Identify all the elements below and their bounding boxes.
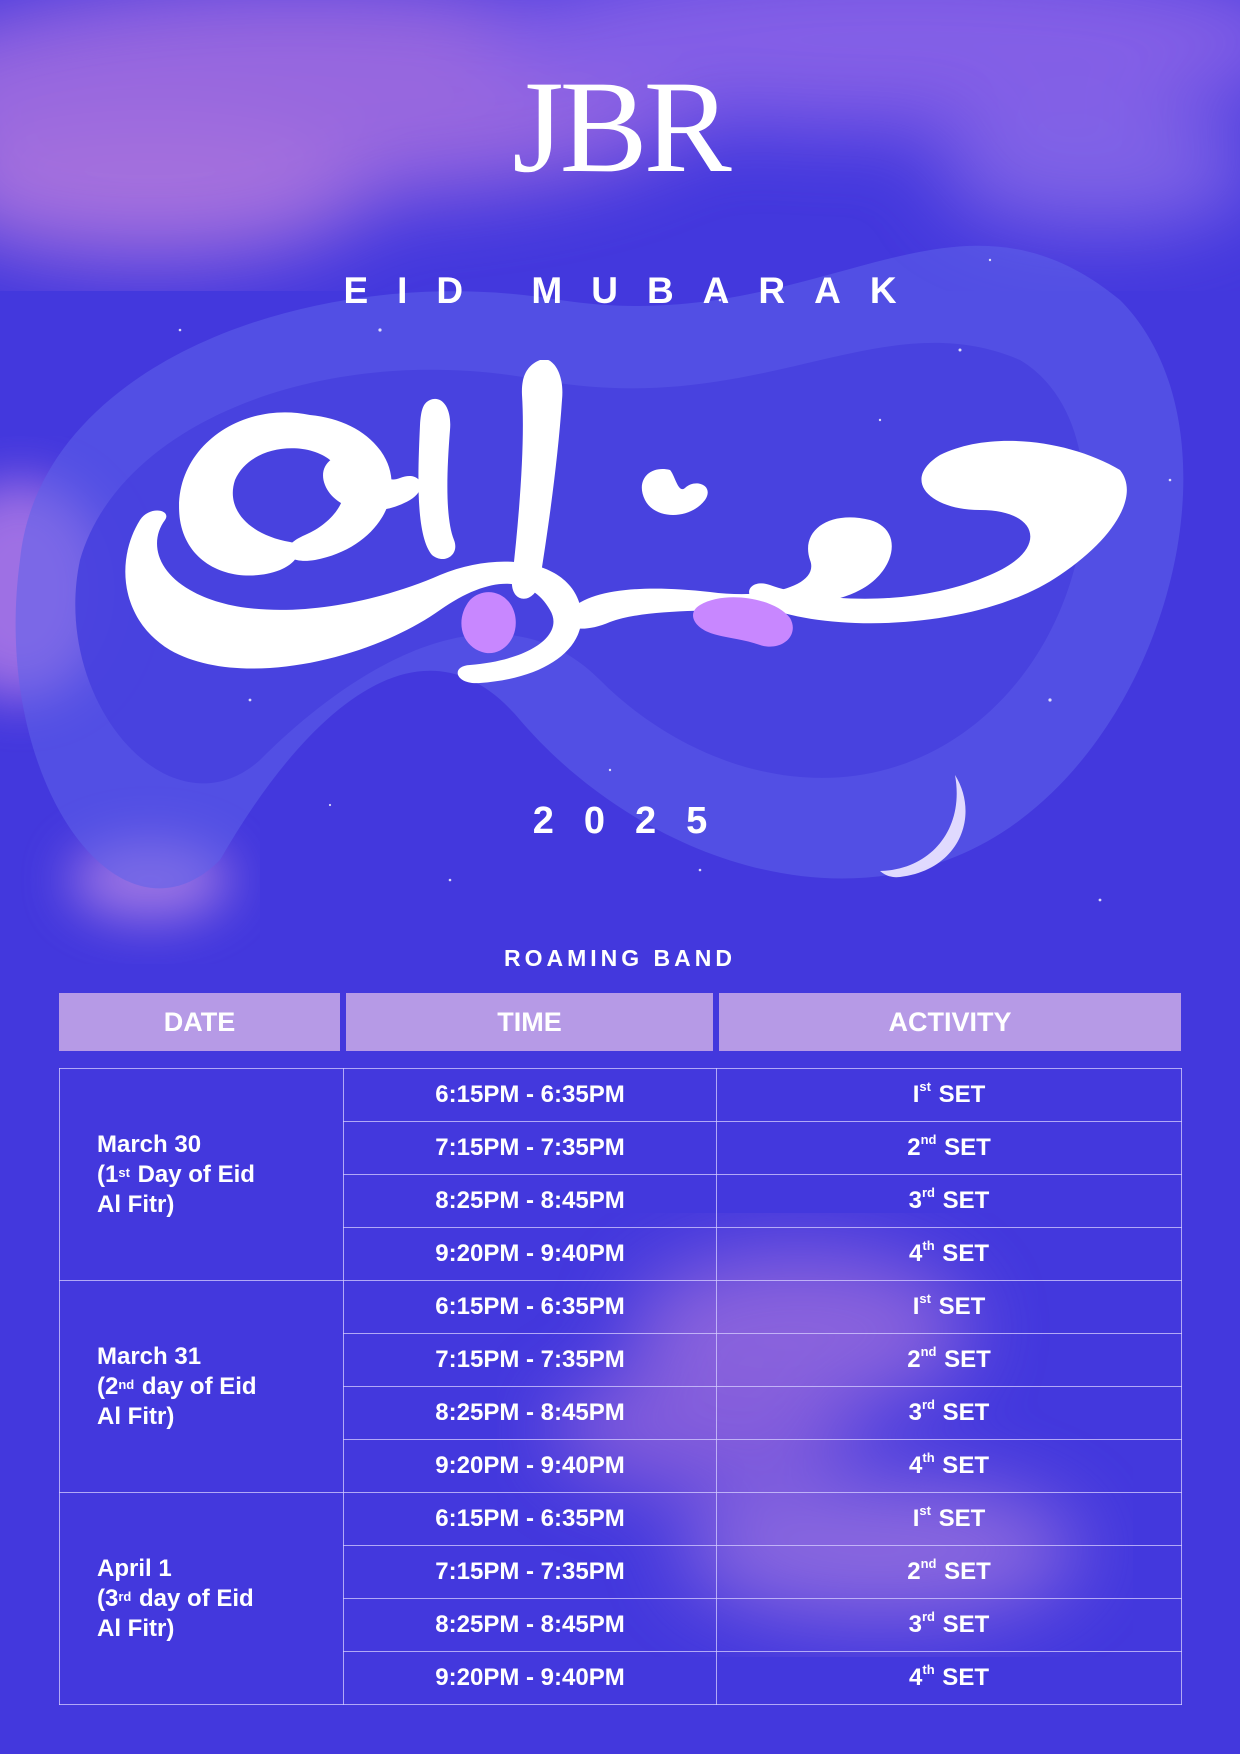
activity-cell: 3rd SET (717, 1599, 1182, 1652)
date-cell (60, 1493, 344, 1705)
time-cell: 8:25PM - 8:45PM (344, 1387, 717, 1440)
year-label: 2025 (532, 800, 738, 842)
table-row (60, 1493, 1182, 1546)
column-header-time: TIME (346, 993, 713, 1051)
activity-cell: 4th SET (717, 1228, 1182, 1281)
activity-cell: 2nd SET (717, 1122, 1182, 1175)
eid-day-label: (1st Day of Eid (97, 1160, 255, 1188)
time-cell: 8:25PM - 8:45PM (344, 1599, 717, 1652)
activity-cell: Ist SET (717, 1069, 1182, 1122)
eid-day-label: (2nd day of Eid (97, 1372, 257, 1400)
activity-cell: 2nd SET (717, 1334, 1182, 1387)
eid-day-label: (3rd day of Eid (97, 1584, 254, 1612)
column-header-activity: ACTIVITY (719, 993, 1181, 1051)
arabic-calligraphy-logo (110, 360, 1160, 740)
time-cell: 7:15PM - 7:35PM (344, 1334, 717, 1387)
eid-day-label-cont: Al Fitr) (97, 1402, 175, 1430)
time-cell: 9:20PM - 9:40PM (344, 1652, 717, 1705)
activity-cell: 2nd SET (717, 1546, 1182, 1599)
schedule-table (59, 1068, 1182, 1705)
crescent-moon-icon (860, 765, 980, 885)
activity-cell: 4th SET (717, 1652, 1182, 1705)
time-cell: 9:20PM - 9:40PM (344, 1440, 717, 1493)
column-header-date: DATE (59, 993, 340, 1051)
time-cell: 8:25PM - 8:45PM (344, 1175, 717, 1228)
time-cell: 9:20PM - 9:40PM (344, 1228, 717, 1281)
date-label: April 1 (97, 1554, 172, 1582)
activity-cell: 3rd SET (717, 1175, 1182, 1228)
time-cell: 7:15PM - 7:35PM (344, 1546, 717, 1599)
time-cell: 7:15PM - 7:35PM (344, 1122, 717, 1175)
time-cell: 6:15PM - 6:35PM (344, 1281, 717, 1334)
activity-cell: Ist SET (717, 1493, 1182, 1546)
date-label: March 30 (97, 1130, 202, 1158)
eid-day-label-cont: Al Fitr) (97, 1614, 175, 1642)
section-title: ROAMING BAND (504, 945, 736, 971)
activity-cell: Ist SET (717, 1281, 1182, 1334)
date-label: March 31 (97, 1342, 202, 1370)
eid-mubarak-title: EID MUBARAK (343, 270, 926, 311)
table-row (60, 1069, 1182, 1122)
date-cell (60, 1069, 344, 1281)
eid-day-label-cont: Al Fitr) (97, 1190, 175, 1218)
jbr-logo: JBR (512, 53, 728, 200)
time-cell: 6:15PM - 6:35PM (344, 1069, 717, 1122)
date-cell (60, 1281, 344, 1493)
table-row (60, 1281, 1182, 1334)
activity-cell: 4th SET (717, 1440, 1182, 1493)
activity-cell: 3rd SET (717, 1387, 1182, 1440)
time-cell: 6:15PM - 6:35PM (344, 1493, 717, 1546)
